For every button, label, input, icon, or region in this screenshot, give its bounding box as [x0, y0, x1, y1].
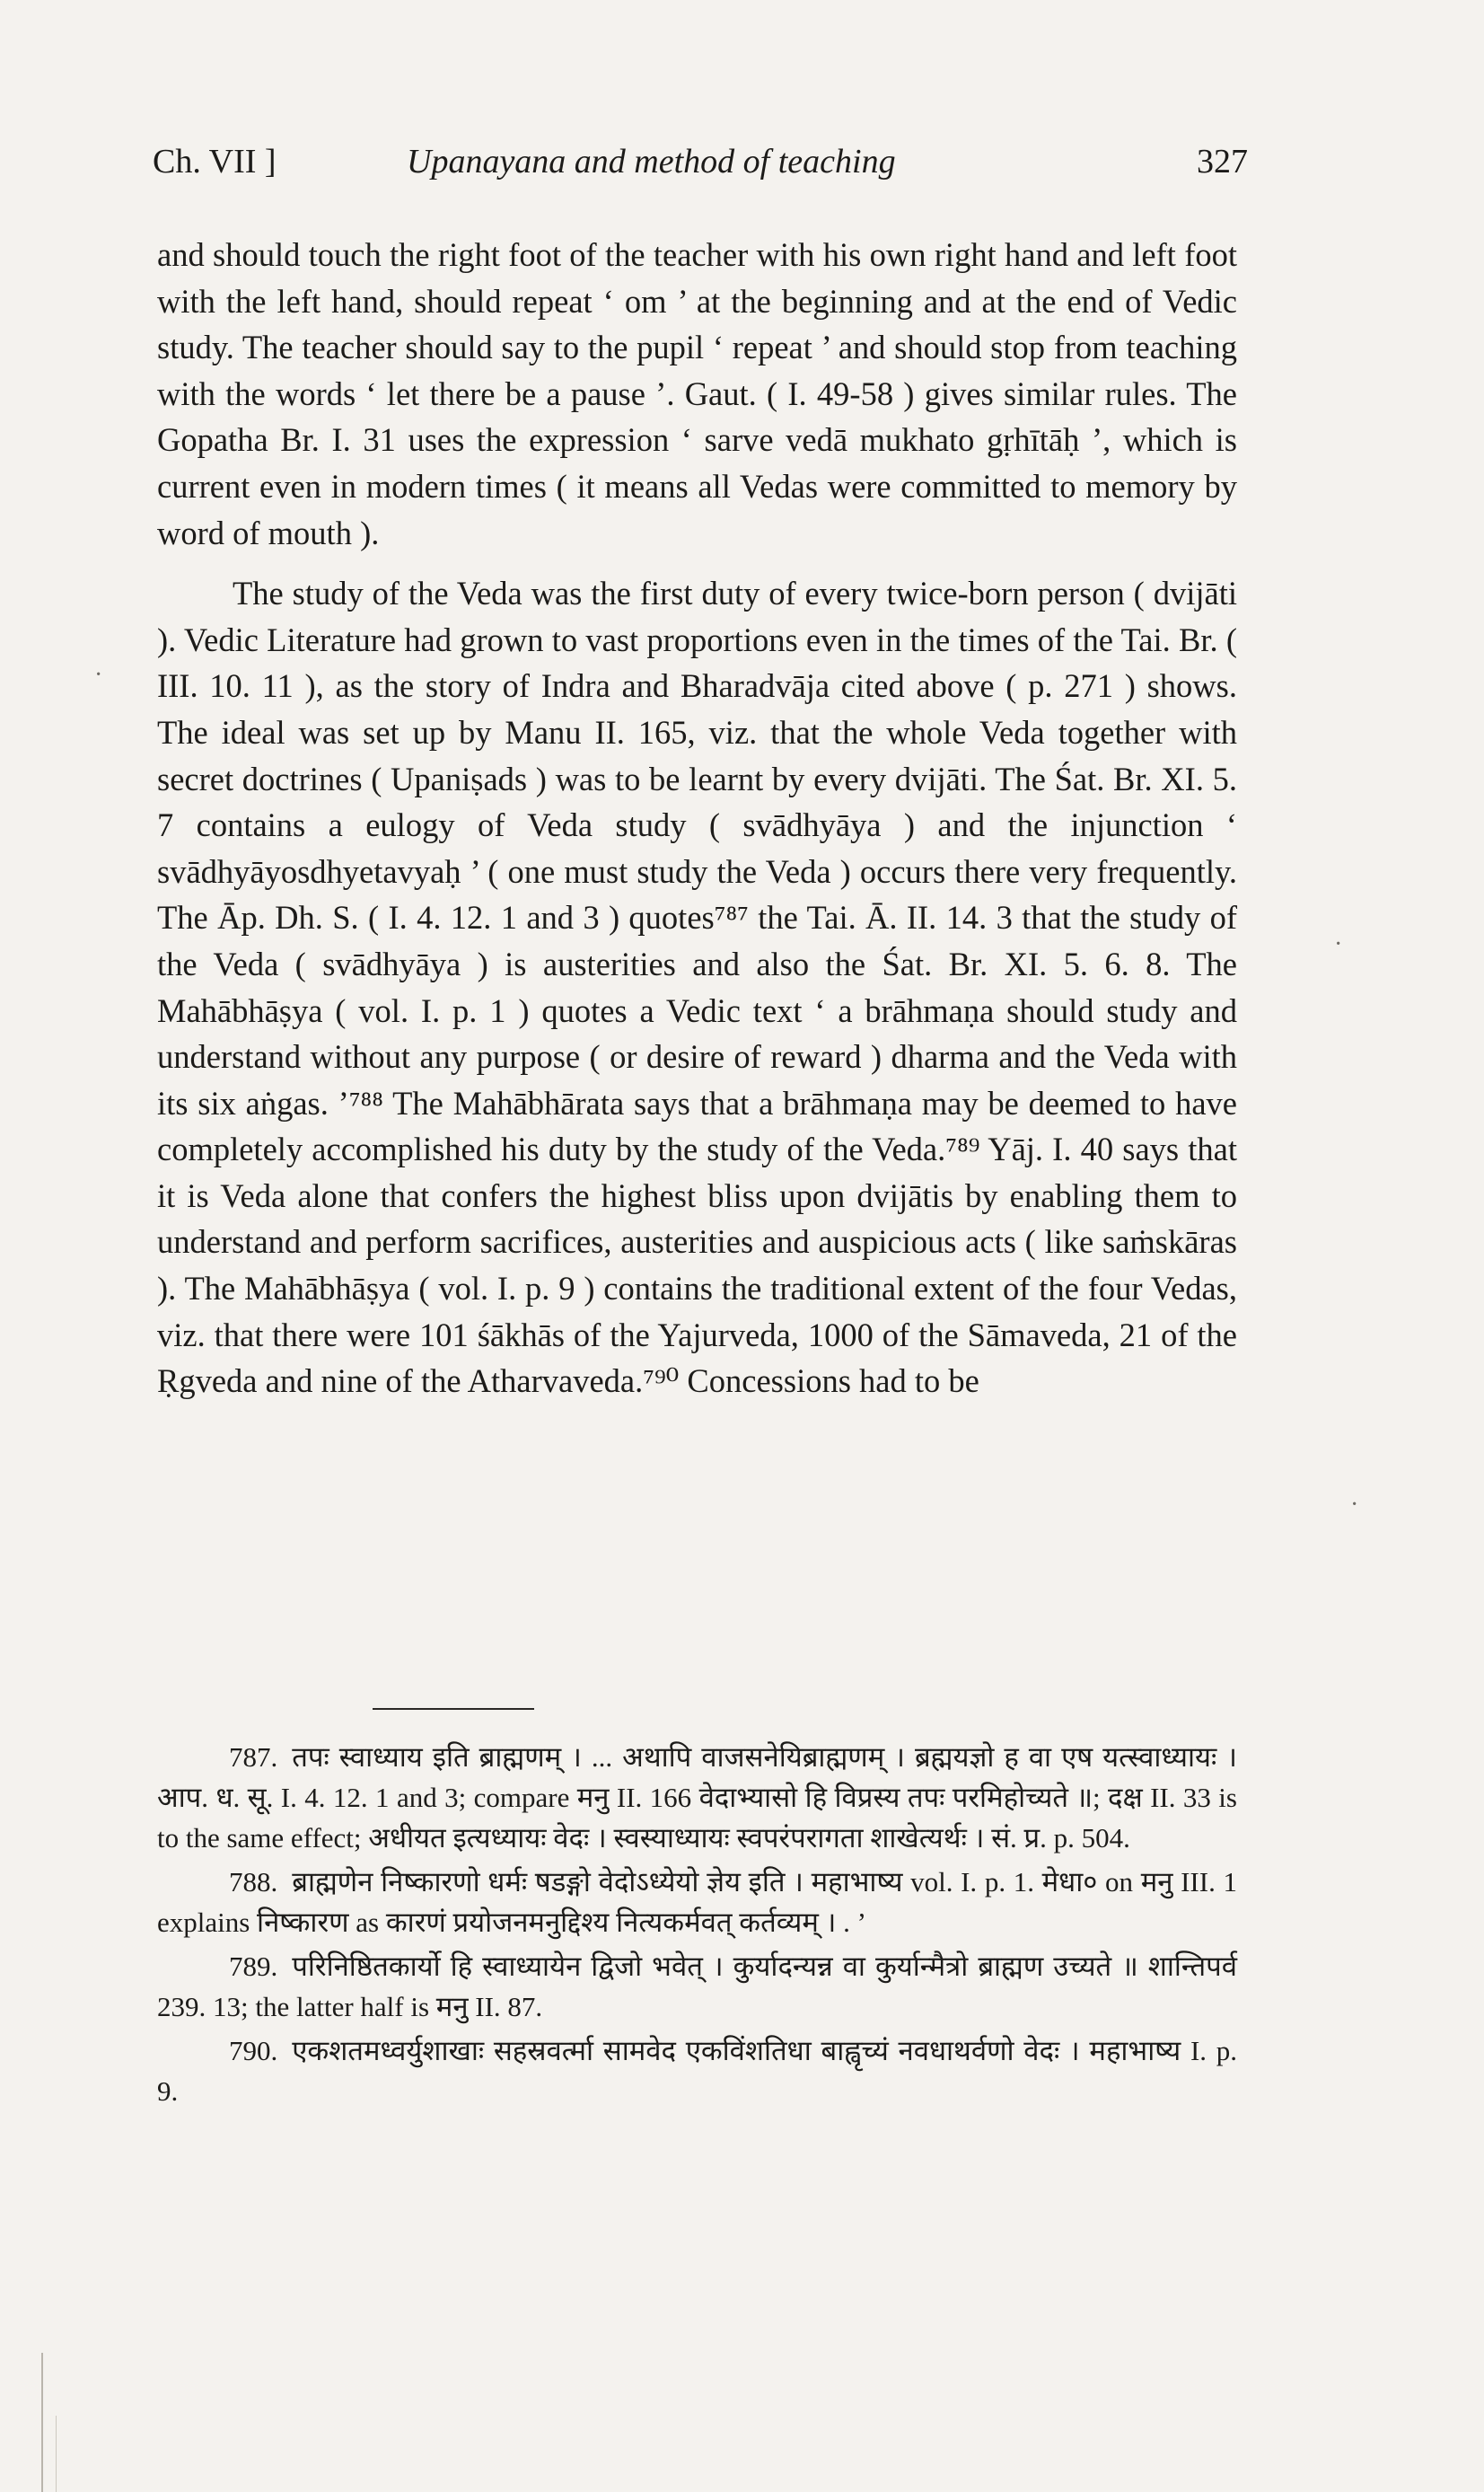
page-number: 327 — [1197, 143, 1248, 181]
footnote-number: 790. — [229, 2035, 278, 2066]
footnote-number: 788. — [229, 1866, 278, 1898]
scan-edge-line — [56, 2416, 57, 2492]
chapter-label: Ch. VII ] — [153, 143, 277, 181]
paragraph-veda-study: The study of the Veda was the first duty of every twice-born person ( dvijāti ). Vedic Literature had grown to vast proportions even in the times of the Tai. Br. ( III. 10. 11 ), as the story of Indra and Bharadvāja cited above ( p. 271 ) shows. The ideal was set up by Manu II. 165, viz. that the whole Veda together with secret doctrines ( Upaniṣads ) was to be learnt by every dvijāti. The Śat. Br. XI. 5. 7 contains a eulogy of Veda study ( svādhyāya ) and the injunction ‘ svādhyāyosdhyetavyaḥ ’ ( one must study the Veda ) occurs there very frequently. The Āp. Dh. S. ( I. 4. 12. 1 and 3 ) quotes⁷⁸⁷ the Tai. Ā. II. 14. 3 that the study of the Veda ( svādhyāya ) is austerities and also the Śat. Br. XI. 5. 6. 8. The Mahābhāṣya ( vol. I. p. 1 ) quotes a Vedic text ‘ a brāhmaṇa should study and understand without any purpose ( or desire of reward ) dharma and the Veda with its six aṅgas. ’⁷⁸⁸ The Mahābhārata says that a brāhmaṇa may be deemed to have completely accomplished his duty by the study of the Veda.⁷⁸⁹ Yāj. I. 40 says that it is Veda alone that confers the highest bliss upon dvijātis by enabling them to understand and perform sacrifices, austerities and auspicious acts ( like saṁskāras ). The Mahābhāṣya ( vol. I. p. 9 ) contains the traditional extent of the four Vedas, viz. that there were 101 śākhās of the Yajurveda, 1000 of the Sāmaveda, 21 of the Ṛgveda and nine of the Atharvaveda.⁷⁹⁰ Concessions had to be — [157, 575, 1237, 1400]
scan-edge-line — [41, 2353, 43, 2492]
footnote-number: 787. — [229, 1741, 278, 1773]
footnote-788 — [157, 1862, 1237, 1942]
footnotes — [157, 1737, 1237, 2115]
footnote-text: परिनिष्ठितकार्यो हि स्वाध्यायेन द्विजो भवेत् । कुर्यादन्यन्न वा कुर्यान्मैत्रो ब्राह्मण उच्यते ॥ शान्तिपर्व 239. 13; the latter half is मनु II. 87. — [157, 1950, 1237, 2022]
scan-speck: · — [94, 661, 103, 689]
scan-speck: · — [1334, 930, 1343, 958]
footnote-text: ब्राह्मणेन निष्कारणो धर्मः षडङ्गो वेदोऽध्येयो ज्ञेय इति । महाभाष्य vol. I. p. 1. मेधा० on मनु III. 1 explains निष्कारण as कारणं प्रयोजनमनुद्दिश्य नित्यकर्मवत् कर्तव्यम् । . ’ — [157, 1866, 1237, 1938]
body-text — [157, 232, 1237, 1405]
paragraph-continued: and should touch the right foot of the teacher with his own right hand and left foot with the left hand, should repeat ‘ om ’ at the beginning and at the end of Vedic study. The teacher should say to the pupil ‘ repeat ’ and should stop from teaching with the words ‘ let there be a pause ’. Gaut. ( I. 49-58 ) gives similar rules. The Gopatha Br. I. 31 uses the expression ‘ sarve vedā mukhato gṛhītāḥ ’, which is current even in modern times ( it means all Vedas were committed to memory by word of mouth ). — [157, 236, 1237, 551]
footnote-790 — [157, 2030, 1237, 2111]
scan-speck: · — [1350, 1491, 1359, 1519]
footnote-789 — [157, 1946, 1237, 2027]
footnote-text: एकशतमध्वर्युशाखाः सहस्रवर्त्मा सामवेद एकविंशतिधा बाह्वृच्यं नवधाथर्वणो वेदः । महाभाष्य I. p. 9. — [157, 2035, 1237, 2107]
running-head — [153, 142, 1248, 196]
footnote-text: तपः स्वाध्याय इति ब्राह्मणम् । ... अथापि वाजसनेयिब्राह्मणम् । ब्रह्मयज्ञो ह वा एष यत्स्वाध्यायः । आप. ध. सू. I. 4. 12. 1 and 3; compare मनु II. 166 वेदाभ्यासो हि विप्रस्य तपः परमिहोच्यते ॥; दक्ष II. 33 is to the same effect; अधीयत इत्यध्यायः वेदः । स्वस्याध्यायः स्वपरंपरागता शाखेत्यर्थः । सं. प्र. p. 504. — [157, 1741, 1237, 1854]
running-title: Upanayana and method of teaching — [407, 143, 896, 181]
footnote-number: 789. — [229, 1950, 278, 1982]
footnote-separator-rule — [373, 1708, 534, 1710]
footnote-787 — [157, 1737, 1237, 1858]
